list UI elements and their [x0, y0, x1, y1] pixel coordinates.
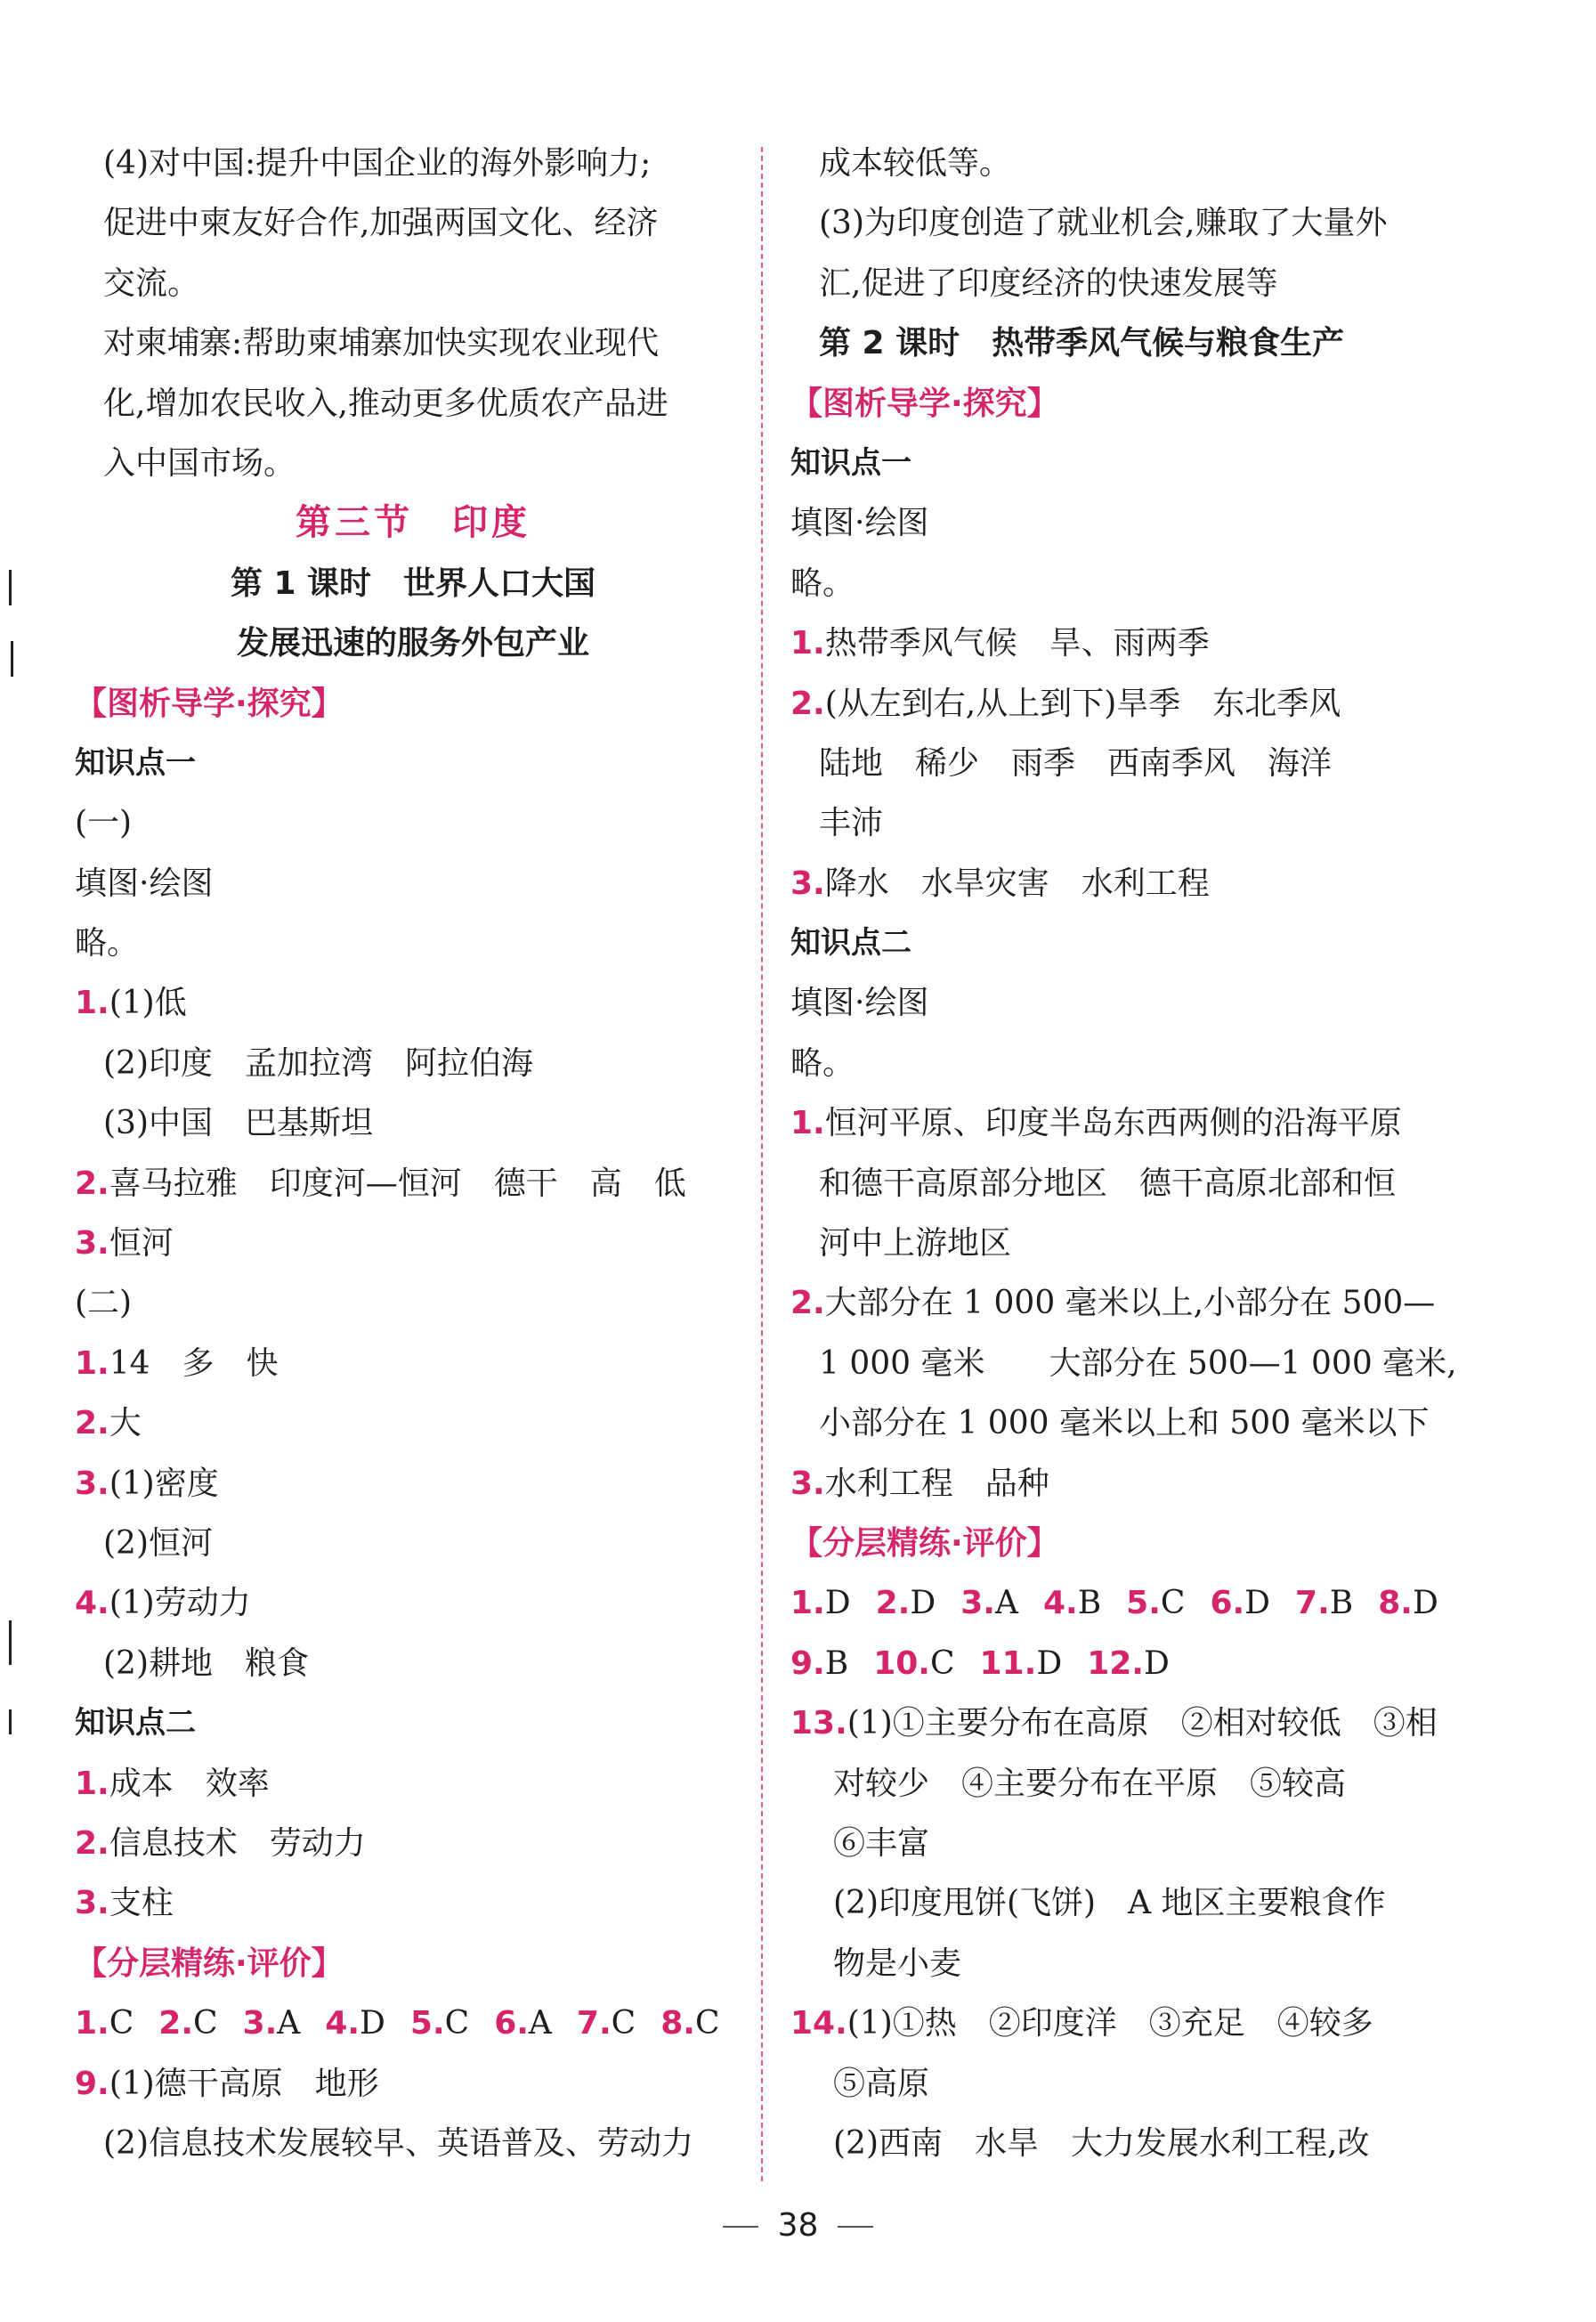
choice-answer: C — [444, 2005, 470, 2042]
answer-line: 化,增加农民收入,推动更多优质农产品进 — [103, 385, 668, 422]
question-number: 3. — [242, 2005, 278, 2042]
question-number: 2. — [75, 1405, 109, 1442]
answer-line — [75, 1154, 751, 1214]
question-number: 1. — [75, 985, 109, 1022]
answer-line — [75, 1873, 751, 1933]
question-number: 1. — [75, 2005, 109, 2042]
knowledge-point-one-heading: 知识点一 — [75, 744, 196, 781]
answer-text: (2)印度 孟加拉湾 阿拉伯海 — [103, 1044, 533, 1082]
guide-explore-heading: 【图析导学·探究】 — [75, 685, 344, 722]
answer-text: (3)中国 巴基斯坦 — [103, 1105, 373, 1142]
choice-answer: C — [694, 2005, 720, 2042]
answer-text: 略。 — [790, 1044, 855, 1082]
answer-line — [790, 1873, 1467, 1933]
answer-text: (2)西南 水旱 大力发展水利工程,改 — [833, 2124, 1370, 2162]
answer-text: 河中上游地区 — [819, 1225, 1012, 1262]
question-number: 4. — [75, 1585, 109, 1622]
answer-text: (2)耕地 粮食 — [103, 1644, 309, 1682]
question-number: 5. — [1126, 1585, 1161, 1622]
knowledge-point-two-answers — [75, 1754, 751, 1934]
choice-answer: B — [1329, 1585, 1354, 1622]
choice-answer: C — [193, 2005, 218, 2042]
answer-line — [790, 1393, 1467, 1453]
answer-line: 成本较低等。 — [819, 145, 1012, 182]
answer-line — [790, 1214, 1467, 1273]
binding-mark — [9, 1620, 12, 1665]
question-number: 12. — [1087, 1644, 1144, 1682]
choice-answer: C — [1160, 1585, 1186, 1622]
answer-line — [790, 1754, 1467, 1814]
answer-line — [75, 913, 751, 973]
answer-line — [75, 1093, 751, 1153]
answer-line: 促进中柬友好合作,加强两国文化、经济 — [103, 205, 659, 242]
question-number: 1. — [75, 1765, 109, 1802]
answer-line — [75, 1514, 751, 1573]
guide-explore-heading: 【图析导学·探究】 — [790, 385, 1059, 422]
answer-line — [75, 1214, 751, 1273]
question-9-answer: (1)德干高原 地形 — [109, 2065, 379, 2102]
answer-line — [75, 1034, 751, 1093]
knowledge-point-one-answers — [75, 793, 751, 1693]
answer-line — [790, 1993, 1467, 2053]
question-number: 9. — [75, 2065, 109, 2102]
answer-line — [790, 2054, 1467, 2114]
question-number: 2. — [75, 1165, 109, 1202]
question-number: 8. — [1378, 1585, 1413, 1622]
answer-line — [790, 734, 1467, 793]
answer-line — [75, 793, 751, 853]
answer-line — [790, 793, 1467, 853]
lesson-title: 第 2 课时 热带季风气候与粮食生产 — [819, 325, 1345, 362]
answer-text: 物是小麦 — [833, 1944, 962, 1982]
answer-line — [790, 674, 1467, 734]
left-column — [75, 134, 751, 2173]
choice-answer: B — [824, 1644, 849, 1682]
answer-line — [75, 1393, 751, 1453]
knowledge-point-two-answers — [790, 973, 1467, 1514]
question-number: 13. — [790, 1705, 847, 1742]
multiple-choice-answers — [75, 1993, 751, 2053]
answer-text: (2)印度甩饼(飞饼) A 地区主要粮食作 — [833, 1885, 1386, 1922]
answer-line — [790, 973, 1467, 1033]
right-continued-answers — [790, 134, 1467, 313]
question-number: 3. — [75, 1465, 109, 1502]
answer-text: 陆地 稀少 雨季 西南季风 海洋 — [819, 744, 1333, 782]
answer-line: 汇,促进了印度经济的快速发展等 — [819, 264, 1278, 302]
answer-line — [75, 1634, 751, 1693]
answer-line — [75, 1754, 751, 1814]
question-number: 10. — [873, 1644, 930, 1682]
answer-text: ⑥丰富 — [833, 1824, 930, 1862]
question-13 — [790, 1693, 1467, 1993]
answer-text: 喜马拉雅 印度河—恒河 德干 高 低 — [109, 1165, 686, 1202]
choice-answer: D — [910, 1585, 936, 1622]
answer-text: 和德干高原部分地区 德干高原北部和恒 — [819, 1165, 1397, 1202]
answer-line — [75, 1334, 751, 1393]
knowledge-point-one-answers — [790, 493, 1467, 913]
question-number: 7. — [576, 2005, 612, 2042]
answer-text: 成本 效率 — [109, 1765, 270, 1802]
answer-text: 恒河平原、印度半岛东西两侧的沿海平原 — [824, 1105, 1402, 1142]
answer-line — [75, 1454, 751, 1514]
answer-text: (2)恒河 — [103, 1524, 213, 1562]
knowledge-point-two-heading: 知识点二 — [75, 1705, 196, 1742]
choice-answer: D — [1244, 1585, 1271, 1622]
answer-text: 信息技术 劳动力 — [109, 1824, 366, 1862]
choice-answer: A — [994, 1585, 1018, 1622]
choice-answer: D — [360, 2005, 385, 2042]
question-number: 8. — [660, 2005, 695, 2042]
answer-text: ⑤高原 — [833, 2065, 930, 2102]
question-number: 4. — [1042, 1585, 1078, 1622]
choice-answer: B — [1077, 1585, 1102, 1622]
question-number: 2. — [790, 685, 825, 722]
answer-text: 略。 — [75, 925, 140, 962]
question-number: 1. — [790, 625, 825, 662]
question-number: 3. — [960, 1585, 995, 1622]
answer-text: 填图·绘图 — [790, 505, 929, 542]
answer-text: 1 000 毫米 大部分在 500—1 000 毫米, — [819, 1344, 1457, 1382]
answer-text: 水利工程 品种 — [824, 1465, 1049, 1502]
lesson-title: 第 1 课时 世界人口大国 — [230, 564, 596, 602]
answer-text: (1)劳动力 — [109, 1585, 251, 1622]
answer-text: (从左到右,从上到下)旱季 东北季风 — [824, 685, 1341, 722]
answer-line — [790, 1154, 1467, 1214]
answer-text: 大部分在 1 000 毫米以上,小部分在 500— — [824, 1285, 1436, 1322]
answer-line — [790, 554, 1467, 613]
question-number: 11. — [979, 1644, 1037, 1682]
answer-text: 填图·绘图 — [75, 865, 214, 902]
answer-line — [75, 973, 751, 1033]
question-number: 14. — [790, 2005, 847, 2042]
choice-answer: D — [1412, 1585, 1438, 1622]
choice-answer: A — [528, 2005, 552, 2042]
column-divider — [761, 147, 763, 2181]
answer-text: 热带季风气候 旱、雨两季 — [824, 625, 1210, 662]
multiple-choice-answers — [790, 1573, 1467, 1633]
section-title: 第三节 印度 — [296, 502, 531, 544]
answer-line — [790, 493, 1467, 553]
answer-line — [75, 1273, 751, 1333]
answer-line — [790, 1814, 1467, 1873]
answer-text: 降水 水旱灾害 水利工程 — [824, 865, 1210, 902]
answer-text: 小部分在 1 000 毫米以上和 500 毫米以下 — [819, 1405, 1430, 1442]
answer-line: 交流。 — [103, 264, 200, 302]
question-number: 1. — [790, 1585, 825, 1622]
answer-line — [790, 854, 1467, 913]
answer-line: (4)对中国:提升中国企业的海外影响力; — [103, 145, 652, 182]
left-continued-answers — [75, 134, 751, 493]
right-column — [790, 134, 1467, 2173]
question-number: 3. — [790, 1465, 825, 1502]
answer-line: 入中国市场。 — [103, 444, 296, 482]
knowledge-point-one-heading: 知识点一 — [790, 444, 911, 481]
question-9 — [75, 2054, 751, 2114]
answer-text: 丰沛 — [819, 805, 884, 842]
question-number: 1. — [75, 1344, 109, 1382]
question-number: 4. — [325, 2005, 361, 2042]
choice-answer: C — [109, 2005, 134, 2042]
choice-answer: D — [1143, 1644, 1170, 1682]
answer-text: 恒河 — [109, 1225, 174, 1262]
answer-text: (1)①主要分布在高原 ②相对较低 ③相 — [847, 1705, 1438, 1742]
answer-line — [790, 1934, 1467, 1993]
answer-line: (3)为印度创造了就业机会,赚取了大量外 — [819, 205, 1388, 242]
question-number: 1. — [790, 1105, 825, 1142]
answer-text: 大 — [109, 1405, 142, 1442]
choice-answer: C — [929, 1644, 955, 1682]
choice-answer: A — [277, 2005, 301, 2042]
answer-line: 对柬埔寨:帮助柬埔寨加快实现农业现代 — [103, 325, 660, 362]
lesson-subtitle: 发展迅速的服务外包产业 — [236, 625, 589, 662]
question-14 — [790, 1993, 1467, 2173]
binding-mark — [9, 570, 12, 605]
answer-text: 略。 — [790, 564, 855, 602]
answer-text: (1)①热 ②印度洋 ③充足 ④较多 — [847, 2005, 1373, 2042]
answer-line — [75, 1573, 751, 1633]
binding-mark — [11, 641, 13, 677]
question-number: 2. — [158, 2005, 194, 2042]
answer-line — [75, 1814, 751, 1873]
multiple-choice-answers — [790, 1634, 1467, 1693]
question-number: 3. — [75, 1885, 109, 1922]
question-number: 3. — [75, 1225, 109, 1262]
question-number: 2. — [75, 1824, 109, 1862]
answer-line — [790, 1334, 1467, 1393]
page-number-text: 38 — [777, 2207, 819, 2244]
question-number: 3. — [790, 865, 825, 902]
practice-evaluate-heading: 【分层精练·评价】 — [790, 1524, 1059, 1562]
page-number — [0, 2199, 1596, 2253]
question-number: 6. — [1210, 1585, 1245, 1622]
answer-line — [790, 1093, 1467, 1153]
answer-line — [790, 613, 1467, 673]
answer-text: (1)密度 — [109, 1465, 219, 1502]
answer-text: (1)低 — [109, 985, 187, 1022]
question-number: 9. — [790, 1644, 825, 1682]
question-number: 2. — [790, 1285, 825, 1322]
practice-evaluate-heading: 【分层精练·评价】 — [75, 1944, 344, 1982]
choice-answer: D — [1036, 1644, 1063, 1682]
question-number: 6. — [494, 2005, 529, 2042]
question-number: 7. — [1295, 1585, 1330, 1622]
answer-line — [790, 1034, 1467, 1093]
question-number: 5. — [409, 2005, 445, 2042]
answer-text: 填图·绘图 — [790, 985, 929, 1022]
knowledge-point-two-heading: 知识点二 — [790, 925, 911, 962]
answer-text: 支柱 — [109, 1885, 174, 1922]
answer-line — [790, 1454, 1467, 1514]
answer-text: 对较少 ④主要分布在平原 ⑤较高 — [833, 1765, 1347, 1802]
binding-mark — [9, 1709, 12, 1734]
answer-text: 14 多 快 — [109, 1344, 279, 1382]
answer-line — [790, 1273, 1467, 1333]
answer-line — [790, 1693, 1467, 1753]
answer-line — [790, 2114, 1467, 2173]
answer-text: (二) — [75, 1285, 133, 1322]
question-number: 2. — [875, 1585, 911, 1622]
answer-text: (一) — [75, 805, 133, 842]
choice-answer: D — [824, 1585, 851, 1622]
answer-line — [75, 854, 751, 913]
choice-answer: C — [611, 2005, 636, 2042]
question-9-answer-continued: (2)信息技术发展较早、英语普及、劳动力 — [103, 2124, 693, 2162]
